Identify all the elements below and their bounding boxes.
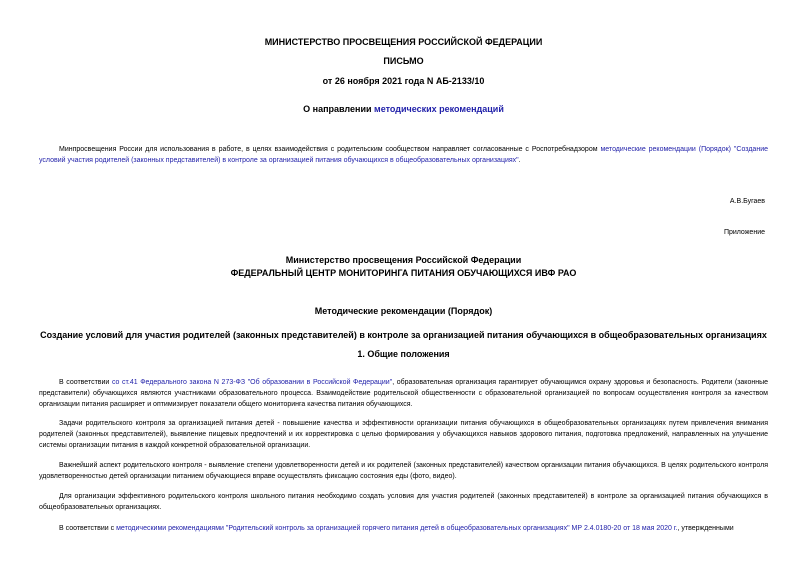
signature: А.В.Бугаев (729, 198, 765, 205)
appendix-subtitle: Создание условий для участия родителей (законных представителей) в контроле за организацией питания обучающихся в общеобразовательных организациях (40, 330, 767, 340)
appendix-title: Методические рекомендации (Порядок) (314, 306, 493, 316)
document-type: ПИСЬМО (383, 56, 424, 66)
paragraph-3: Важнейший аспект родительского контроля - выявление степени удовлетворенности детей и их родителей (законных представителей) качеством организации питания обучающихся. В целях родительского контроля удовлетворенностью детей организации питанием обучающиеся вправе осуществлять фиксацию состояния еды (фото, видео). (39, 462, 768, 480)
paragraph-2: Задачи родительского контроля за организацией питания детей - повышение качества и эффективности организации питания обучающихся в общеобразовательных организациях путем привлечения внимания родителей (законных представителей), выявление пищевых предпочтений и их корректировка с целью формирования у обучающихся навыков здорового питания, подготовка предложений, направленных на улучшение системы организации питания в каждой конкретной образовательной организации. (39, 420, 768, 449)
letter-body: Минпросвещения России для использования в работе, в целях взаимодействия с родительским сообществом направляет согласованные с Роспотребнадзором методические рекомендации (Порядок) "Создание условий участия родителей (законных представителей) в контроле за организацией питания обучающихся в общеобразовательных организациях". (39, 146, 768, 164)
parental-control-guidelines-link[interactable]: методическими рекомендациями "Родительский контроль за организацией горячего питания детей в общеобразовательных организациях" МР 2.4.0180-20 от 18 мая 2020 г. (116, 525, 678, 532)
guidelines-link[interactable]: методические рекомендации (Порядок) "Создание условий участия родителей (законных представителей) в контроле за организацией питания обучающихся в общеобразовательных организациях" (39, 146, 768, 164)
document-subject (0, 104, 807, 114)
section-heading: 1. Общие положения (357, 349, 450, 359)
subject-prefix: О направлении (303, 104, 375, 114)
ministry-heading: МИНИСТЕРСТВО ПРОСВЕЩЕНИЯ РОССИЙСКОЙ ФЕДЕРАЦИИ (264, 37, 543, 47)
appendix-org-2: ФЕДЕРАЛЬНЫЙ ЦЕНТР МОНИТОРИНГА ПИТАНИЯ ОБУЧАЮЩИХСЯ ИВФ РАО (230, 268, 577, 278)
appendix-org-1: Министерство просвещения Российской Федерации (285, 255, 522, 265)
document-date-number: от 26 ноября 2021 года N АБ-2133/10 (322, 76, 485, 86)
paragraph-1: В соответствии со ст.41 Федерального закона N 273-ФЗ "Об образовании в Российской Федерации", образовательная организация гарантирует обучающимся охрану здоровья и безопасность. Родители (законные представители) обучающихся являются участниками образовательного процесса. Взаимодействие родительской общественности с образовательной организацией по вопросам осуществления контроля за качеством организации питания расширяет и оптимизирует показатели общего мониторинга качества питания обучающихся. (39, 379, 768, 408)
paragraph-5: В соответствии с методическими рекомендациями "Родительский контроль за организацией горячего питания детей в общеобразовательных организациях" МР 2.4.0180-20 от 18 мая 2020 г., утвержденными (59, 525, 734, 532)
letter-body-text: Минпросвещения России для использования в работе, в целях взаимодействия с родительским сообществом направляет согласованные с Роспотребнадзором (59, 146, 601, 153)
paragraph-4: Для организации эффективного родительского контроля школьного питания необходимо создать условия для участия родителей (законных представителей) в контроле за организацией питания обучающихся в общеобразовательных организациях. (39, 493, 768, 511)
law-link[interactable]: со ст.41 Федерального закона N 273-ФЗ "Об образовании в Российской Федерации" (111, 379, 393, 386)
subject-link[interactable]: методических рекомендаций (374, 104, 504, 114)
attachment-label: Приложение (723, 229, 765, 236)
